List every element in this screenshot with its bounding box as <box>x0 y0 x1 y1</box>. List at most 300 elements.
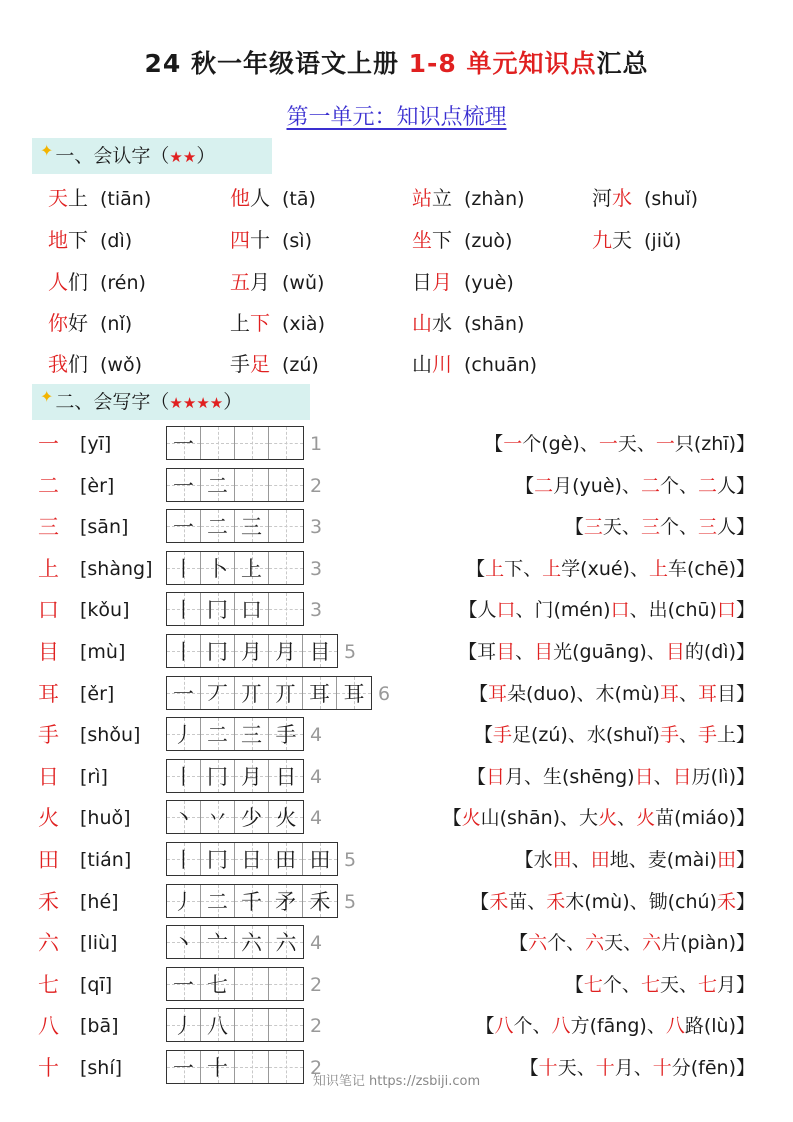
item-char-red: 人 <box>48 270 68 294</box>
word-char-red: 十 <box>652 1057 672 1079</box>
writing-char: 田 <box>38 848 59 872</box>
stroke-grid <box>166 884 338 918</box>
stroke-step: 丶 <box>173 806 194 831</box>
stroke-count: 4 <box>310 807 323 830</box>
word-char-red: 耳 <box>659 682 679 705</box>
item-char-red: 五 <box>230 270 250 294</box>
stroke-step: 耳 <box>309 681 330 706</box>
word-text: 【人 <box>458 599 497 622</box>
word-char-red: 田 <box>590 849 610 871</box>
stroke-cell <box>167 469 201 501</box>
word-text: 月、生(shēng) <box>505 765 635 788</box>
word-char-red: 日 <box>485 765 505 788</box>
word-text: 天、 <box>604 932 643 955</box>
writing-pinyin: [qī] <box>80 973 113 996</box>
word-char-red: 田 <box>716 849 736 871</box>
stroke-cell <box>235 718 269 750</box>
stroke-cell <box>269 843 303 875</box>
stroke-step: 丌 <box>275 681 296 706</box>
writing-row <box>0 842 793 878</box>
stroke-count: 3 <box>310 557 323 580</box>
word-text: 【耳 <box>458 641 497 663</box>
word-char-red: 一 <box>655 433 675 455</box>
stroke-count: 4 <box>310 724 323 747</box>
item-pinyin: (wǒ) <box>100 354 142 376</box>
stroke-cell <box>303 843 337 875</box>
word-text: 、门(mén) <box>515 599 611 622</box>
word-text: 学(xué)、 <box>561 557 649 580</box>
word-text: 【 <box>519 1057 539 1079</box>
stroke-step: 月 <box>275 640 296 664</box>
stroke-grid <box>166 967 304 1001</box>
writing-char: 六 <box>38 931 59 956</box>
word-char-red: 七 <box>640 973 660 996</box>
item-pinyin: (tā) <box>282 188 316 210</box>
stroke-step: 禾 <box>309 889 331 914</box>
stroke-cell <box>167 635 201 667</box>
stroke-step: 丿 <box>173 723 194 748</box>
word-examples <box>476 1011 756 1041</box>
item-char: 下 <box>68 228 88 252</box>
writing-row <box>0 509 793 545</box>
stroke-cell <box>235 968 269 1000</box>
word-char-red: 八 <box>551 1015 571 1038</box>
writing-char: 耳 <box>38 681 59 706</box>
item-char: 们 <box>68 352 88 376</box>
item-char: 天 <box>612 228 632 252</box>
stroke-cell <box>235 926 269 958</box>
item-char-red: 水 <box>612 186 632 210</box>
stroke-grid <box>166 676 372 710</box>
stroke-cell <box>167 677 201 709</box>
recognize-item <box>412 350 537 379</box>
writing-row <box>0 925 793 961</box>
stroke-cell <box>201 635 235 667</box>
stroke-cell <box>269 801 303 833</box>
stroke-step: 田 <box>309 848 331 872</box>
stroke-cell <box>235 427 269 459</box>
stroke-grid <box>166 925 304 959</box>
word-text: 地、麦(mài) <box>609 849 717 871</box>
item-char: 山 <box>412 352 432 376</box>
word-examples <box>467 762 755 792</box>
stroke-step: 矛 <box>275 889 296 914</box>
writing-row <box>0 759 793 795</box>
writing-pinyin: [kǒu] <box>80 599 130 622</box>
writing-row <box>0 800 793 836</box>
section1-heading <box>32 138 272 174</box>
stroke-cell <box>201 552 235 584</box>
word-char-red: 禾 <box>716 890 736 913</box>
item-char-red: 站 <box>412 186 432 210</box>
stroke-step: 一 <box>173 1056 194 1080</box>
stroke-step: 月 <box>241 764 262 789</box>
word-text: 、 <box>678 682 698 705</box>
word-char-red: 目 <box>665 641 685 663</box>
word-char-red: 一 <box>598 433 618 455</box>
stroke-cell <box>167 427 201 459</box>
word-examples <box>466 554 755 584</box>
word-text: 个、 <box>659 516 698 539</box>
stroke-step: 丨 <box>173 764 194 789</box>
item-char-red: 下 <box>250 311 270 335</box>
item-pinyin: (shuǐ) <box>644 188 699 210</box>
stroke-step: 丆 <box>207 681 228 706</box>
word-examples <box>515 845 755 875</box>
word-examples <box>565 970 755 1000</box>
item-char-red: 他 <box>230 186 250 210</box>
writing-pinyin: [shí] <box>80 1057 123 1079</box>
word-text: 个、 <box>602 973 641 996</box>
word-text: 山(shān)、大 <box>480 807 599 830</box>
page-title <box>0 44 793 80</box>
word-text: 路(lù)】 <box>684 1015 755 1038</box>
word-text: 个、 <box>659 474 698 497</box>
item-pinyin: (zú) <box>282 354 319 376</box>
item-char: 月 <box>250 270 270 294</box>
stroke-cell <box>235 801 269 833</box>
stroke-step: 少 <box>241 806 262 831</box>
word-char-red: 六 <box>642 932 662 955</box>
word-text: 人】 <box>716 516 755 539</box>
word-text: 【 <box>466 557 486 580</box>
writing-char: 一 <box>38 432 59 456</box>
item-pinyin: (dì) <box>100 230 133 252</box>
recognize-item <box>230 184 316 213</box>
word-char-red: 八 <box>665 1015 685 1038</box>
word-text: 、 <box>617 807 637 830</box>
item-pinyin: (nǐ) <box>100 313 133 335</box>
word-char-red: 禾 <box>489 890 509 913</box>
stroke-cell <box>167 760 201 792</box>
stroke-cell <box>235 510 269 542</box>
item-char: 立 <box>432 186 452 210</box>
stroke-grid <box>166 1008 304 1042</box>
stroke-cell <box>167 552 201 584</box>
stroke-cell <box>235 469 269 501</box>
writing-pinyin: [shǒu] <box>80 724 141 747</box>
writing-pinyin: [rì] <box>80 765 108 788</box>
writing-row <box>0 634 793 670</box>
word-char-red: 日 <box>672 765 692 788</box>
stroke-step: 口 <box>241 598 262 623</box>
word-char-red: 禾 <box>546 890 566 913</box>
section2-stars: ★★★★ <box>169 394 224 412</box>
stroke-cell <box>201 718 235 750</box>
word-text: 月、 <box>614 1057 653 1079</box>
stroke-step: 一 <box>173 972 194 997</box>
writing-pinyin: [mù] <box>80 641 126 663</box>
word-text: 历(lì)】 <box>691 765 755 788</box>
word-examples <box>458 595 755 625</box>
writing-row <box>0 592 793 628</box>
item-pinyin: (jiǔ) <box>644 230 682 252</box>
stroke-cell <box>235 885 269 917</box>
word-text: 【 <box>564 516 584 539</box>
item-pinyin: (chuān) <box>464 354 538 376</box>
stroke-step: 丨 <box>173 556 194 581</box>
title-part-red: 1-8 单元知识点 <box>408 49 597 78</box>
stroke-step: 一 <box>173 515 194 540</box>
writing-pinyin: [bā] <box>80 1015 119 1038</box>
word-char-red: 田 <box>552 849 572 871</box>
stroke-step: 丌 <box>241 681 262 706</box>
stroke-cell <box>167 801 201 833</box>
stroke-cell <box>235 843 269 875</box>
writing-char: 八 <box>38 1014 59 1039</box>
item-pinyin: (sì) <box>282 230 313 252</box>
recognize-item <box>48 268 146 297</box>
item-pinyin: (rén) <box>100 272 146 294</box>
word-text: 【 <box>509 932 529 955</box>
stroke-count: 1 <box>310 433 323 455</box>
writing-char: 目 <box>38 640 59 664</box>
recognize-item <box>592 184 698 213</box>
writing-row <box>0 426 793 462</box>
word-char-red: 一 <box>503 433 523 455</box>
word-char-red: 口 <box>496 599 516 622</box>
word-examples <box>458 637 755 667</box>
recognize-item <box>230 350 319 379</box>
stroke-cell <box>269 552 303 584</box>
word-char-red: 六 <box>585 932 605 955</box>
writing-pinyin: [hé] <box>80 890 119 913</box>
word-text: 片(piàn)】 <box>661 932 755 955</box>
word-char-red: 手 <box>659 724 679 747</box>
writing-row <box>0 1008 793 1044</box>
word-text: 月】 <box>716 973 755 996</box>
item-char-red: 山 <box>412 311 432 335</box>
writing-char: 日 <box>38 764 59 789</box>
section2-title: 二、会写字（ <box>55 391 170 413</box>
writing-char: 口 <box>38 598 59 623</box>
section2-close: ） <box>223 391 243 413</box>
word-char-red: 七 <box>697 973 717 996</box>
stroke-count: 2 <box>310 1057 323 1079</box>
stroke-count: 2 <box>310 1015 323 1038</box>
stroke-step: 丿 <box>173 1014 194 1039</box>
stroke-cell <box>167 593 201 625</box>
word-text: 】 <box>735 599 755 622</box>
writing-row <box>0 717 793 753</box>
recognize-item <box>230 268 324 297</box>
stroke-step: 千 <box>241 889 262 914</box>
stroke-cell <box>269 469 303 501</box>
stroke-cell <box>167 885 201 917</box>
stroke-step: 冂 <box>207 848 228 872</box>
item-pinyin: (yuè) <box>464 272 514 294</box>
word-text: 【 <box>473 724 493 747</box>
recognize-item <box>412 268 514 297</box>
word-char-red: 火 <box>598 807 618 830</box>
footer-watermark: 知识笔记 https://zsbiji.com <box>312 1074 481 1089</box>
stroke-step: 目 <box>309 640 331 664</box>
item-char: 十 <box>250 228 270 252</box>
item-char-red: 天 <box>48 186 68 210</box>
stroke-cell <box>235 1009 269 1041</box>
stroke-cell <box>269 718 303 750</box>
stroke-count: 3 <box>310 516 323 539</box>
stroke-cell <box>269 1009 303 1041</box>
word-char-red: 三 <box>583 516 603 539</box>
item-char-red: 月 <box>432 270 452 294</box>
item-pinyin: (wǔ) <box>282 272 325 294</box>
word-char-red: 火 <box>636 807 656 830</box>
stroke-cell <box>269 677 303 709</box>
word-text: 木(mù)、锄(chú) <box>565 890 717 913</box>
word-char-red: 七 <box>583 973 603 996</box>
item-char-red: 你 <box>48 311 68 335</box>
writing-row <box>0 884 793 920</box>
stroke-cell <box>269 968 303 1000</box>
word-examples <box>565 512 755 542</box>
stroke-step: 冂 <box>207 640 228 664</box>
stroke-step: 田 <box>275 848 296 872</box>
word-text: 只(zhī)】 <box>674 433 755 455</box>
stroke-cell <box>235 760 269 792</box>
recognize-item <box>230 226 312 255</box>
writing-pinyin: [huǒ] <box>80 807 131 830</box>
item-char-red: 九 <box>592 228 612 252</box>
word-char-red: 上 <box>648 557 668 580</box>
section1-stars: ★★ <box>169 148 197 166</box>
stroke-cell <box>167 926 201 958</box>
item-char-red: 地 <box>48 228 68 252</box>
recognize-item <box>48 184 151 213</box>
stroke-cell <box>201 677 235 709</box>
word-text: 月(yuè)、 <box>553 474 641 497</box>
writing-char: 上 <box>38 556 59 581</box>
stroke-step: 月 <box>241 640 262 664</box>
word-examples <box>484 429 755 459</box>
stroke-step: 一 <box>173 432 194 456</box>
stroke-step: 丨 <box>173 598 194 623</box>
stroke-cell <box>167 968 201 1000</box>
stroke-cell <box>201 843 235 875</box>
word-text: 上】 <box>716 724 755 747</box>
stroke-cell <box>235 677 269 709</box>
word-text: 的(dì)】 <box>684 641 755 663</box>
item-char: 人 <box>250 186 270 210</box>
recognize-item <box>48 350 142 379</box>
word-text: 光(guāng)、 <box>553 641 666 663</box>
word-char-red: 目 <box>534 641 554 663</box>
word-char-red: 三 <box>697 516 717 539</box>
word-text: 、出(chū) <box>629 599 717 622</box>
section1-title: 一、会认字（ <box>55 145 170 167</box>
stroke-step: 二 <box>207 515 228 540</box>
stroke-step: 日 <box>241 848 262 872</box>
stroke-step: 一 <box>173 473 194 498</box>
stroke-step: 二 <box>207 723 228 748</box>
item-pinyin: (xià) <box>282 313 325 335</box>
stroke-cell <box>167 510 201 542</box>
stroke-count: 4 <box>310 932 323 955</box>
word-char-red: 二 <box>697 474 717 497</box>
word-char-red: 上 <box>485 557 505 580</box>
stroke-step: 丶 <box>173 931 194 956</box>
stroke-cell <box>167 718 201 750</box>
stroke-step: 丿 <box>173 889 194 914</box>
stroke-cell <box>201 885 235 917</box>
writing-pinyin: [ěr] <box>80 682 115 705</box>
word-text: 、 <box>571 849 591 871</box>
stroke-step: 丨 <box>173 640 194 664</box>
word-examples <box>469 679 755 709</box>
stroke-step: 二 <box>207 889 228 914</box>
item-pinyin: (zuò) <box>464 230 513 252</box>
stroke-cell <box>201 968 235 1000</box>
word-char-red: 火 <box>461 807 481 830</box>
item-char: 河 <box>592 186 612 210</box>
stroke-count: 5 <box>344 849 357 871</box>
stroke-step: 六 <box>241 931 262 956</box>
word-text: 【 <box>475 1015 495 1038</box>
title-part-end: 汇总 <box>596 49 649 78</box>
item-char-red: 川 <box>432 352 452 376</box>
recognize-item <box>230 309 325 338</box>
word-text: 天、 <box>602 516 641 539</box>
word-text: 目】 <box>716 682 755 705</box>
word-text: 【 <box>442 807 462 830</box>
word-text: 苗、 <box>508 890 547 913</box>
stroke-count: 3 <box>310 599 323 622</box>
writing-char: 三 <box>38 515 59 540</box>
writing-char: 二 <box>38 473 59 498</box>
stroke-step: 上 <box>241 556 262 581</box>
stroke-grid <box>166 592 304 626</box>
word-text: 天、 <box>617 433 656 455</box>
stroke-step: 手 <box>275 723 297 748</box>
writing-row <box>0 676 793 712</box>
stroke-step: 三 <box>241 723 262 748</box>
word-char-red: 八 <box>494 1015 514 1038</box>
word-examples <box>474 720 755 750</box>
section1-close: ） <box>196 145 216 167</box>
item-char: 上 <box>230 311 250 335</box>
stroke-grid <box>166 551 304 585</box>
word-text: 、 <box>515 641 535 663</box>
stroke-grid <box>166 800 304 834</box>
stroke-step: 耳 <box>343 681 365 706</box>
unit-subtitle <box>0 100 793 131</box>
word-char-red: 手 <box>697 724 717 747</box>
word-char-red: 口 <box>716 599 736 622</box>
stroke-cell <box>201 469 235 501</box>
word-text: 个(gè)、 <box>522 433 599 455</box>
stroke-cell <box>269 510 303 542</box>
writing-char: 禾 <box>38 889 59 914</box>
item-char: 手 <box>230 352 250 376</box>
writing-char: 七 <box>38 972 59 997</box>
item-char: 下 <box>432 228 452 252</box>
stroke-cell <box>269 760 303 792</box>
word-text: 分(fēn)】 <box>671 1057 755 1079</box>
word-char-red: 耳 <box>697 682 717 705</box>
stroke-grid <box>166 426 304 460</box>
word-examples <box>509 928 755 958</box>
word-char-red: 三 <box>640 516 660 539</box>
stroke-grid <box>166 842 338 876</box>
word-char-red: 口 <box>610 599 630 622</box>
writing-char: 十 <box>38 1056 59 1080</box>
stroke-cell <box>269 635 303 667</box>
stroke-cell <box>201 510 235 542</box>
stroke-count: 2 <box>310 973 323 996</box>
stroke-grid <box>166 759 304 793</box>
word-text: 足(zú)、水(shuǐ) <box>512 724 660 747</box>
word-text: 车(chē)】 <box>667 557 755 580</box>
